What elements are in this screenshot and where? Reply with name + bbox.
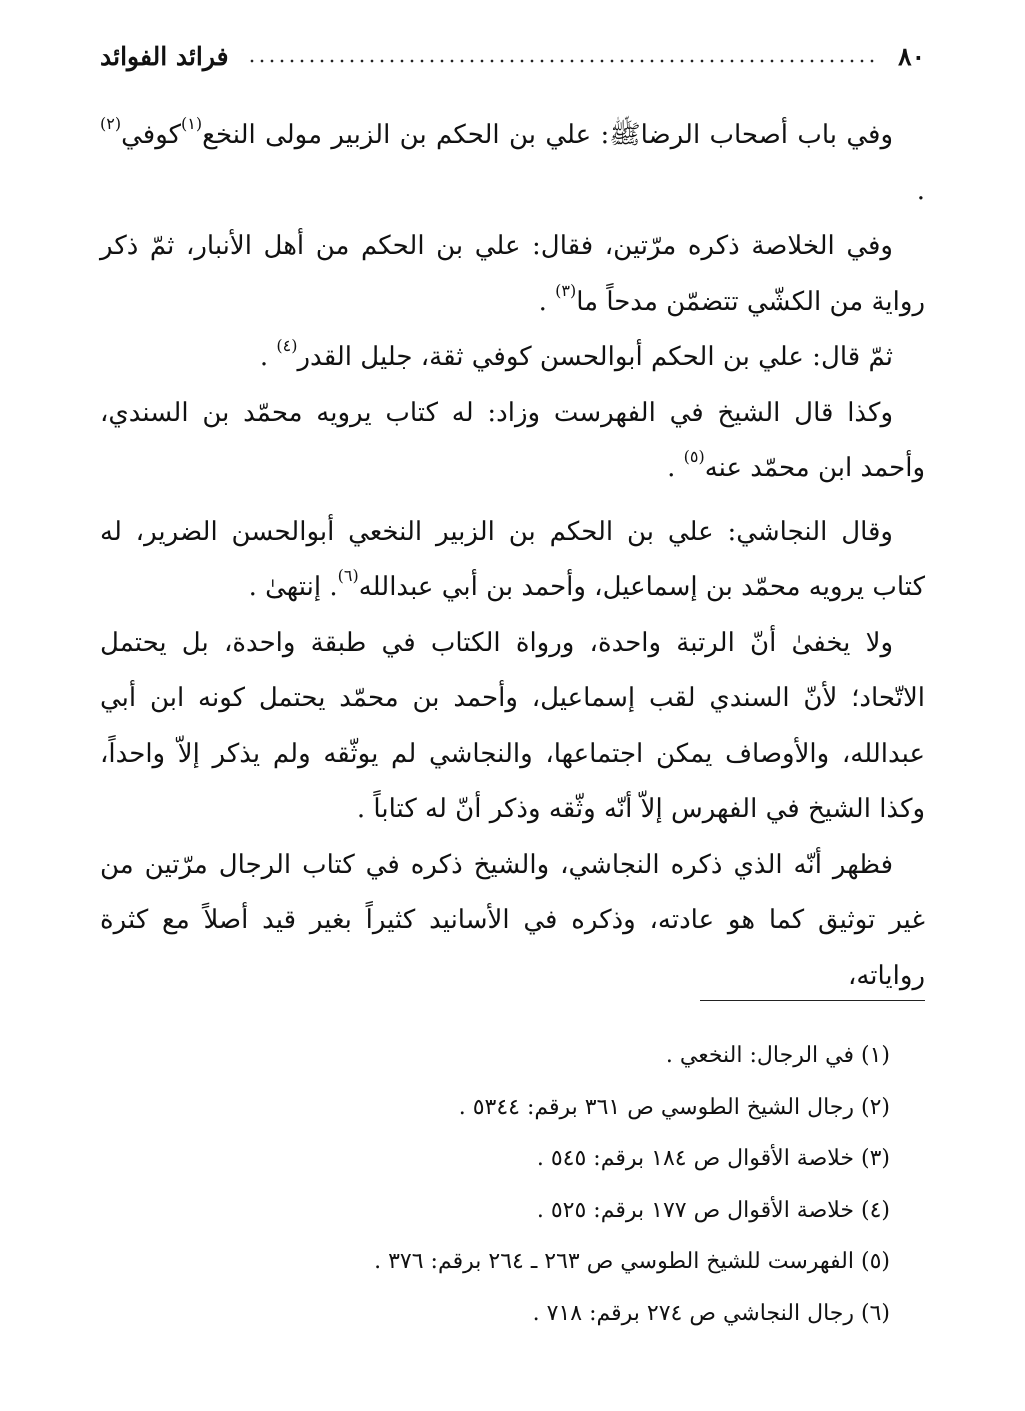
footnote: (٦) رجال النجاشي ص ٢٧٤ برقم: ٧١٨ . bbox=[532, 1300, 890, 1326]
footnote: (٢) رجال الشيخ الطوسي ص ٣٦١ برقم: ٥٣٤٤ . bbox=[458, 1094, 890, 1120]
paragraph-text: وفي الخلاصة ذكره مرّتين، فقال: علي بن الحكم من أهل الأنبار، ثمّ ذكر رواية من الكشّي تتضمّن مدحاً ما bbox=[100, 231, 925, 317]
paragraph-text: ثمّ قال: علي بن الحكم أبوالحسن كوفي ثقة، جليل القدر bbox=[297, 342, 893, 372]
paragraph-text: . bbox=[259, 342, 277, 372]
footnote: (٣) خلاصة الأقوال ص ١٨٤ برقم: ٥٤٥ . bbox=[536, 1146, 890, 1171]
paragraph-text: . bbox=[916, 175, 925, 206]
footnote: (١) في الرجال: النخعي . bbox=[665, 1043, 890, 1068]
footnote-ref[interactable]: (٣) bbox=[555, 280, 577, 300]
paragraph-text: . إنتهىٰ . bbox=[248, 572, 338, 602]
footnote-ref[interactable]: (٦) bbox=[337, 566, 359, 585]
footnote-ref[interactable]: (٤) bbox=[276, 336, 298, 355]
page-number: ٨٠ bbox=[898, 41, 925, 71]
paragraph bbox=[100, 108, 925, 219]
footnote: (٥) الفهرست للشيخ الطوسي ص ٢٦٣ ـ ٢٦٤ برقم: ٣٧٦ . bbox=[374, 1249, 890, 1274]
header-dot-leader bbox=[247, 59, 881, 63]
running-title: فرائد الفوائد bbox=[100, 41, 229, 71]
footnote: (٤) خلاصة الأقوال ص ١٧٧ برقم: ٥٢٥ . bbox=[536, 1197, 890, 1223]
main-text bbox=[100, 108, 925, 1004]
paragraph: فظهر أنّه الذي ذكره النجاشي، والشيخ ذكره في كتاب الرجال مرّتين من غير توثيق كما هو عادته، وذكره في الأسانيد كثيراً بغير قيد أصلاً مع كثرة رواياته، bbox=[100, 849, 925, 991]
paragraph bbox=[100, 219, 925, 330]
paragraph bbox=[100, 330, 925, 386]
footnote-ref[interactable]: (٥) bbox=[683, 447, 705, 466]
paragraph-text: كوفي bbox=[121, 120, 182, 150]
footnotes-list bbox=[100, 1030, 890, 1339]
paragraph bbox=[100, 386, 925, 497]
paragraph bbox=[100, 505, 925, 616]
paragraph-text: وكذا قال الشيخ في الفهرست وزاد: له كتاب يرويه محمّد بن السندي، وأحمد ابن محمّد عنه bbox=[100, 397, 925, 483]
paragraph-text: . bbox=[667, 453, 684, 483]
footnote-ref[interactable]: (٢) bbox=[100, 114, 122, 133]
page-header bbox=[100, 36, 925, 76]
paragraph-text: وفي باب أصحاب الرضاﷺ: علي بن الحكم بن الزبير مولى النخع bbox=[202, 120, 893, 150]
paragraph: ولا يخفىٰ أنّ الرتبة واحدة، ورواة الكتاب في طبقة واحدة، بل يحتمل الاتّحاد؛ لأنّ السندي لقب إسماعيل، وأحمد بن محمّد يحتمل كونه ابن أبي عبدالله، والأوصاف يمكن اجتماعها، والنجاشي لم يوثّقه ولم يذكر إلاّ واحداً، وكذا الشيخ في الفهرس إلاّ أنّه وثّقه وذكر أنّ له كتاباً . bbox=[100, 627, 925, 824]
paragraph-text: . bbox=[538, 286, 556, 317]
footnote-separator bbox=[700, 1000, 925, 1001]
paragraph-text: وقال النجاشي: علي بن الحكم بن الزبير النخعي أبوالحسن الضرير، له كتاب يرويه محمّد بن إسماعيل، وأحمد بن أبي عبدالله bbox=[100, 516, 925, 602]
footnote-ref[interactable]: (١) bbox=[181, 114, 203, 133]
